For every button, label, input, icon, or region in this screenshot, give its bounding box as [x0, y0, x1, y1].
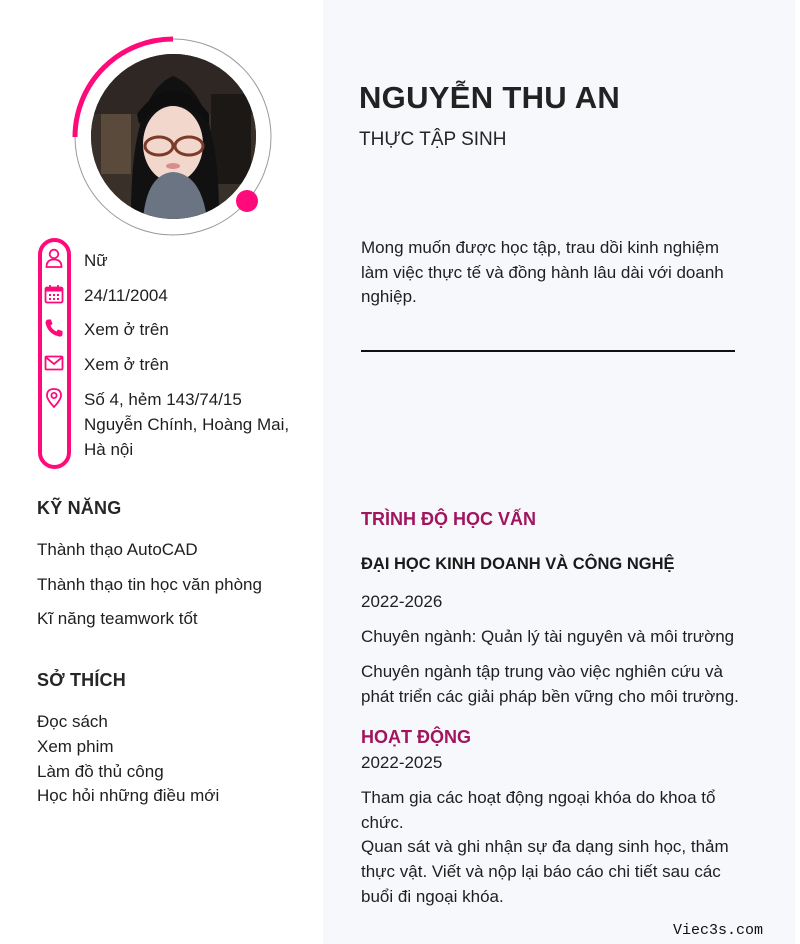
education-title: TRÌNH ĐỘ HỌC VẤN	[361, 509, 536, 529]
objective-line: Mong muốn được học tập, trau dồi kinh nghiệm	[361, 238, 720, 257]
education-description	[361, 660, 751, 709]
description-line: Chuyên ngành tập trung vào việc nghiên cứu và	[361, 662, 724, 681]
skills-title: KỸ NĂNG	[37, 498, 122, 518]
hobby-item: Làm đồ thủ công	[37, 762, 164, 781]
phone-icon	[44, 318, 64, 338]
activities-period: 2022-2025	[361, 753, 443, 772]
candidate-role: THỰC TẬP SINH	[359, 129, 507, 150]
location-pin-icon	[44, 388, 64, 408]
objective-line: nghiệp.	[361, 287, 417, 307]
objective-line: làm việc thực tế và đồng hành lâu dài với doanh	[361, 262, 724, 282]
avatar-frame	[72, 36, 274, 238]
hobby-item: Đọc sách	[37, 712, 108, 731]
calendar-icon	[44, 284, 64, 304]
description-line: thực vật. Viết và nộp lại báo cáo chi tiết sau các	[361, 862, 721, 882]
skill-item: Thành thạo AutoCAD	[37, 540, 198, 559]
description-line: buổi đi ngoại khóa.	[361, 886, 504, 906]
hobby-item: Xem phim	[37, 737, 114, 756]
gender-text: Nữ	[84, 251, 108, 270]
address-line: Hà nội	[84, 440, 134, 459]
address-line: Số 4, hẻm 143/74/15	[84, 390, 242, 409]
phone-text: Xem ở trên	[84, 320, 169, 339]
mail-icon	[44, 353, 64, 373]
birthdate-text: 24/11/2004	[84, 286, 168, 305]
description-line: Quan sát và ghi nhận sự đa dạng sinh học, thảm	[361, 837, 729, 857]
education-major: Chuyên ngành: Quản lý tài nguyên và môi trường	[361, 627, 735, 646]
description-line: phát triển các giải pháp bền vững cho môi trường.	[361, 686, 739, 706]
watermark: Viec3s.com	[673, 922, 764, 939]
activities-title: HOẠT ĐỘNG	[361, 727, 471, 747]
hobbies-title: SỞ THÍCH	[37, 670, 126, 690]
career-objective	[361, 236, 741, 310]
section-divider	[361, 350, 735, 352]
address-text	[84, 387, 304, 462]
activities-description	[361, 786, 751, 910]
education-period: 2022-2026	[361, 592, 443, 611]
candidate-name: NGUYỄN THU AN	[359, 80, 621, 115]
address-line: Nguyễn Chính, Hoàng Mai,	[84, 415, 290, 434]
user-icon	[44, 248, 64, 268]
avatar	[91, 54, 256, 219]
hobby-item: Học hỏi những điều mới	[37, 786, 220, 805]
email-text: Xem ở trên	[84, 355, 169, 374]
description-line: Tham gia các hoạt động ngoại khóa do khoa tổ	[361, 788, 716, 807]
description-line: chức.	[361, 812, 404, 832]
skill-item: Thành thạo tin học văn phòng	[37, 575, 262, 594]
school-name: ĐẠI HỌC KINH DOANH VÀ CÔNG NGHỆ	[361, 555, 675, 573]
profile-photo-icon	[91, 54, 256, 219]
skill-item: Kĩ năng teamwork tốt	[37, 609, 198, 628]
